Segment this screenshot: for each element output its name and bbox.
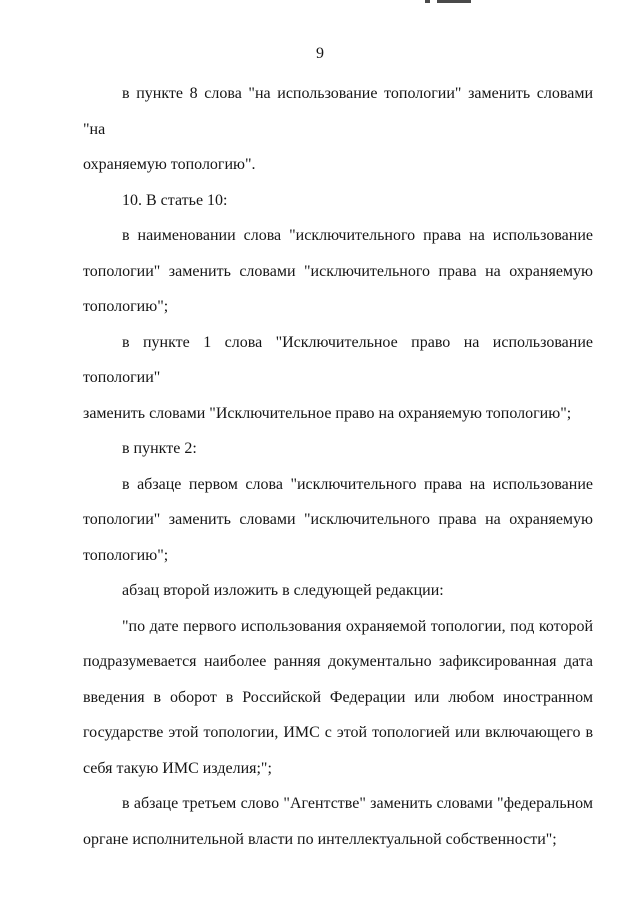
- text-line: топологии" заменить словами "исключительного права на охраняемую: [83, 511, 593, 528]
- paragraph: [83, 786, 593, 857]
- paragraph: [83, 573, 593, 609]
- text-line: в наименовании слова "исключительного права на использование: [122, 227, 593, 244]
- paragraph: [83, 76, 593, 183]
- text-line: топологии" заменить словами "исключительного права на охраняемую: [83, 262, 593, 280]
- text-line: государстве этой топологии, ИМС с этой топологией или включающего в: [83, 724, 593, 741]
- text-line: заменить словами "Исключительное право на охраняемую топологию";: [83, 404, 572, 422]
- text-line: в абзаце третьем слово "Агентстве" заменить словами "федеральном: [122, 795, 593, 812]
- paragraph: [83, 183, 593, 219]
- text-line: в пункте 1 слова "Исключительное право на использование топологии": [83, 333, 593, 386]
- text-line: абзац второй изложить в следующей редакции:: [122, 582, 444, 599]
- text-line: в пункте 8 слова "на использование топологии" заменить словами "на: [83, 85, 593, 138]
- text-line: органе исполнительной власти по интеллектуальной собственности";: [83, 830, 557, 848]
- paragraph: [83, 609, 593, 787]
- text-line: в абзаце первом слова "исключительного права на использование: [122, 475, 593, 493]
- scan-artifact-dot: [425, 0, 430, 3]
- paragraph: [83, 325, 593, 432]
- page-number: 9: [316, 45, 324, 62]
- text-line: "по дате первого использования охраняемой топологии, под которой: [122, 617, 593, 635]
- paragraph: [83, 431, 593, 467]
- text-line: топологию";: [83, 546, 169, 564]
- text-line: подразумевается наиболее ранняя документально зафиксированная дата: [83, 653, 593, 670]
- document-body: [83, 76, 593, 857]
- paragraph: [83, 218, 593, 325]
- paragraph: [83, 467, 593, 574]
- text-line: введения в оборот в Российской Федерации или любом иностранном: [83, 688, 593, 706]
- text-line: топологию";: [83, 298, 169, 315]
- text-line: себя такую ИМС изделия;";: [83, 759, 272, 777]
- scan-artifact-line: [437, 0, 471, 3]
- text-line: 10. В статье 10:: [122, 191, 228, 209]
- text-line: охраняемую топологию".: [83, 156, 256, 173]
- text-line: в пункте 2:: [122, 440, 197, 457]
